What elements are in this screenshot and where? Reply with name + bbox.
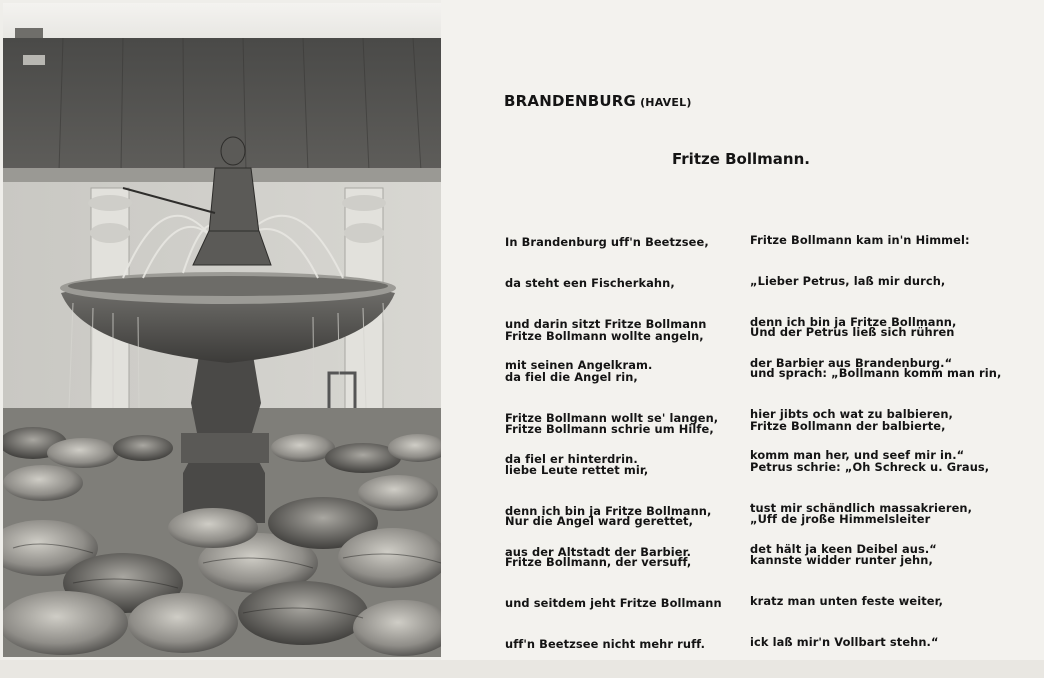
verse-line: und darin sitzt Fritze Bollmann — [505, 316, 707, 331]
verse-line: „Uff de jroße Himmelsleiter — [750, 512, 931, 527]
verse-line: Petrus schrie: „Oh Schreck u. Graus, — [750, 459, 990, 474]
verse-line: hier jibts och wat zu balbieren, — [750, 406, 953, 421]
verse-line: da fiel er hinterdrin. — [505, 451, 638, 466]
poem-title: Fritze Bollmann. — [672, 150, 810, 168]
verse-line: Fritze Bollmann der balbierte, — [750, 419, 946, 434]
verse-line: komm man her, und seef mir in.“ — [750, 447, 965, 462]
city-name: BRANDENBURG — [504, 92, 637, 110]
region-name: (HAVEL) — [640, 96, 692, 109]
verse-line: ick laß mir'n Vollbart stehn.“ — [750, 634, 939, 649]
verse-line: und seitdem jeht Fritze Bollmann — [505, 595, 722, 610]
stanza-8 — [750, 486, 943, 676]
verse-line: Und der Petrus ließ sich rühren — [750, 325, 955, 340]
verse-line: denn ich bin ja Fritze Bollmann, — [505, 503, 712, 518]
verse-line: liebe Leute rettet mir, — [505, 462, 649, 477]
verse-line: uff'n Beetzsee nicht mehr ruff. — [505, 636, 705, 651]
verse-line: da fiel die Angel rin, — [505, 369, 638, 384]
location-header — [504, 92, 692, 110]
verse-line: Fritze Bollmann kam in'n Himmel: — [750, 233, 970, 248]
verse-line: Fritze Bollmann schrie um Hilfe, — [505, 422, 714, 437]
verse-line: kratz man unten feste weiter, — [750, 593, 944, 608]
verse-line: aus der Altstadt der Barbier. — [505, 544, 692, 559]
verse-line: Fritze Bollmann, der versuff, — [505, 554, 692, 569]
verse-line: da steht een Fischerkahn, — [505, 275, 675, 290]
verse-line: Nur die Angel ward gerettet, — [505, 514, 694, 529]
verse-line: Fritze Bollmann wollte angeln, — [505, 329, 704, 344]
verse-line: kannste widder runter jehn, — [750, 552, 933, 567]
verse-line: In Brandenburg uff'n Beetzsee, — [505, 235, 709, 250]
verse-line: Fritze Bollmann wollt se' langen, — [505, 410, 719, 425]
fountain-photo — [3, 3, 441, 657]
verse-line: „Lieber Petrus, laß mir durch, — [750, 273, 946, 288]
stanza-7 — [505, 488, 722, 678]
verse-line: und sprach: „Bollmann komm man rin, — [750, 365, 1002, 380]
verse-line: der Barbier aus Brandenburg.“ — [750, 355, 953, 370]
verse-line: mit seinen Angelkram. — [505, 357, 653, 372]
verse-line: denn ich bin ja Fritze Bollmann, — [750, 314, 957, 329]
fountain-photo-illustration — [3, 3, 441, 657]
verse-line: det hält ja keen Deibel aus.“ — [750, 541, 937, 556]
verse-line: tust mir schändlich massakrieren, — [750, 500, 973, 515]
